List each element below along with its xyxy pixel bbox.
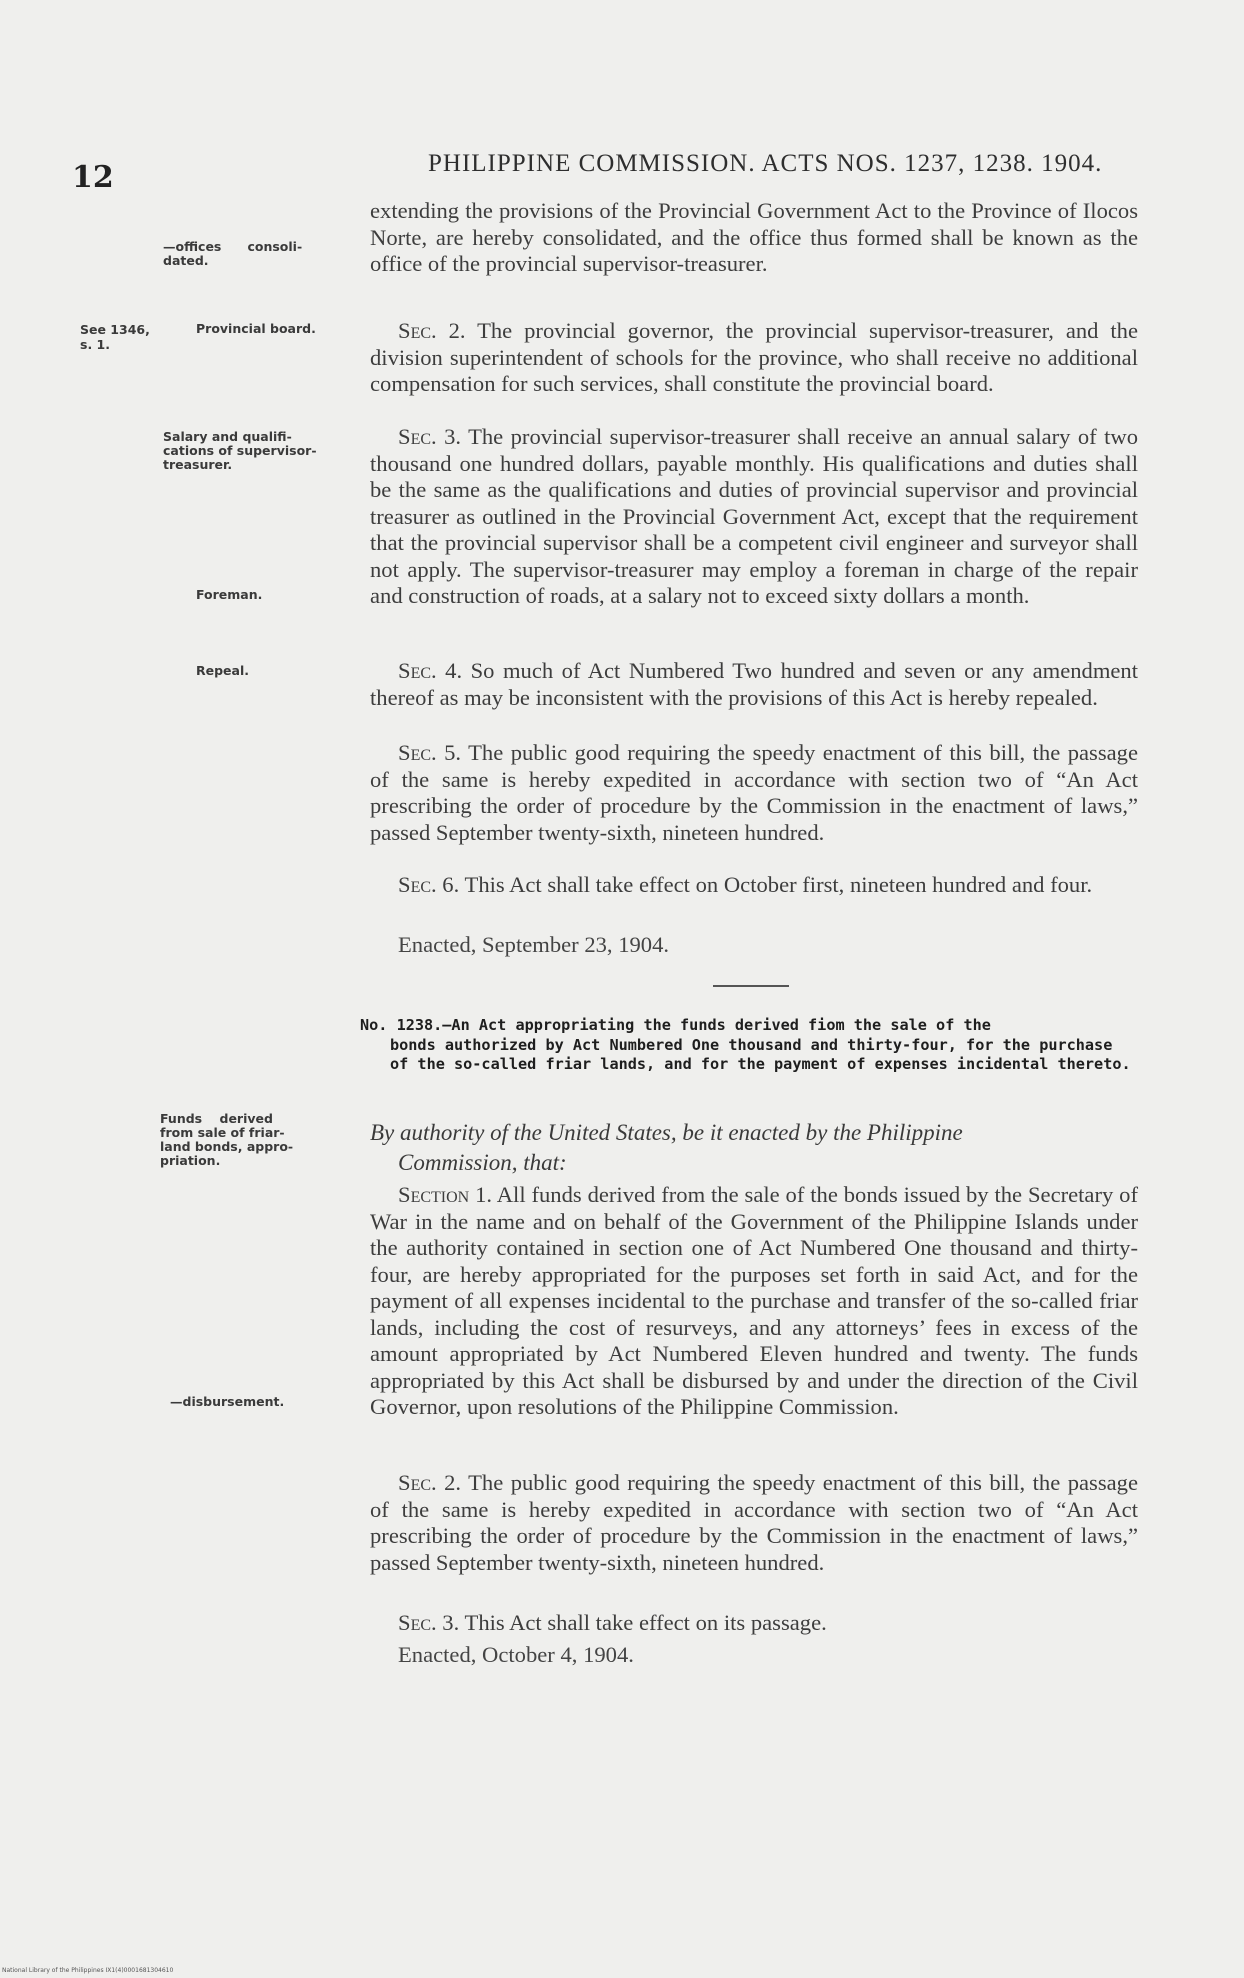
- margin-note-foreman: Foreman.: [196, 587, 263, 602]
- enacted-date-1237: Enacted, September 23, 1904.: [398, 932, 670, 957]
- running-head: PHILIPPINE COMMISSION. ACTS NOS. 1237, 1238. 1904.: [428, 150, 1103, 177]
- margin-note-disbursement: —disbursement.: [170, 1394, 285, 1409]
- section-3-effect: Sec. 3. This Act shall take effect on its passage.: [398, 1610, 827, 1635]
- scan-footer: National Library of the Philippines IX1(4)0001681304610: [2, 1967, 174, 1974]
- margin-note-funds: Funds derived from sale of friar- land bonds, appro- priation.: [160, 1111, 294, 1168]
- section-3-salary: Sec. 3. The provincial supervisor-treasurer shall receive an annual salary of two thousand one hundred dollars, payable monthly. His qualifications and duties shall be the same as the qualifications and duties of provincial supervisor and provincial treasurer as outlined in the Provincial Government Act, except that the requirement that the provincial supervisor shall be a competent civil engineer and surveyor shall not apply. The supervisor-treasurer may employ a foreman in charge of the repair and construction of roads, at a salary not to exceed sixty dollars a month.: [370, 424, 1138, 608]
- section-4-repeal: Sec. 4. So much of Act Numbered Two hundred and seven or any amendment thereof as may be inconsistent with the provisions of this Act is hereby repealed.: [370, 658, 1138, 710]
- section-6-effect: Sec. 6. This Act shall take effect on October first, nineteen hundred and four.: [398, 872, 1093, 897]
- section-5-expedite: Sec. 5. The public good requiring the speedy enactment of this bill, the passage of the same is hereby expedited in accordance with section two of “An Act prescribing the order of procedure by the Commission in the enactment of laws,” passed September twenty-sixth, nineteen hundred.: [370, 740, 1138, 845]
- act-1238-title: No. 1238.—An Act appropriating the funds derived fiom the sale of the bonds authorized by Act Numbered One thousand and thirty-four, for the purchase of the so-called friar lands, and for the payment of expenses incidental thereto.: [360, 1016, 1131, 1073]
- section-2-provincial-board: Sec. 2. The provincial governor, the provincial supervisor-treasurer, and the division superintendent of schools for the province, who shall receive no additional compensation for such services, shall constitute the provincial board.: [370, 318, 1138, 396]
- cross-reference-note: See 1346, s. 1.: [80, 322, 150, 352]
- section-divider: [713, 985, 789, 987]
- page-number: 12: [72, 160, 114, 195]
- margin-note-repeal: Repeal.: [196, 663, 249, 678]
- enacted-date-1238: Enacted, October 4, 1904.: [398, 1642, 634, 1667]
- margin-note-provincial-board: Provincial board.: [196, 321, 316, 336]
- paragraph-offices-consolidated: extending the provisions of the Provincial Government Act to the Province of Ilocos Norte, are hereby consolidated, and the office thus formed shall be known as the office of the provincial supervisor-treasurer.: [370, 198, 1138, 276]
- margin-note-salary: Salary and qualifi- cations of supervisor- treasurer.: [163, 429, 317, 472]
- enacting-clause: By authority of the United States, be it enacted by the Philippine Commission, that:: [370, 1120, 963, 1175]
- section-1-funds: Section 1. All funds derived from the sale of the bonds issued by the Secretary of War in the name and on behalf of the Government of the Philippine Islands under the authority contained in section one of Act Numbered One thousand and thirty-four, are hereby appropriated for the purposes set forth in said Act, and for the payment of all expenses incidental to the purchase and transfer of the so-called friar lands, including the cost of resurveys, and any attorneys’ fees in excess of the amount appropriated by Act Numbered Eleven hundred and twenty. The funds appropriated by this Act shall be disbursed by and under the direction of the Civil Governor, upon resolutions of the Philippine Commission.: [370, 1182, 1138, 1419]
- margin-note-offices-consolidated: —offices consoli- dated.: [163, 239, 303, 268]
- section-2-expedite: Sec. 2. The public good requiring the speedy enactment of this bill, the passage of the same is hereby expedited in accordance with section two of “An Act prescribing the order of procedure by the Commission in the enactment of laws,” passed September twenty-sixth, nineteen hundred.: [370, 1470, 1138, 1575]
